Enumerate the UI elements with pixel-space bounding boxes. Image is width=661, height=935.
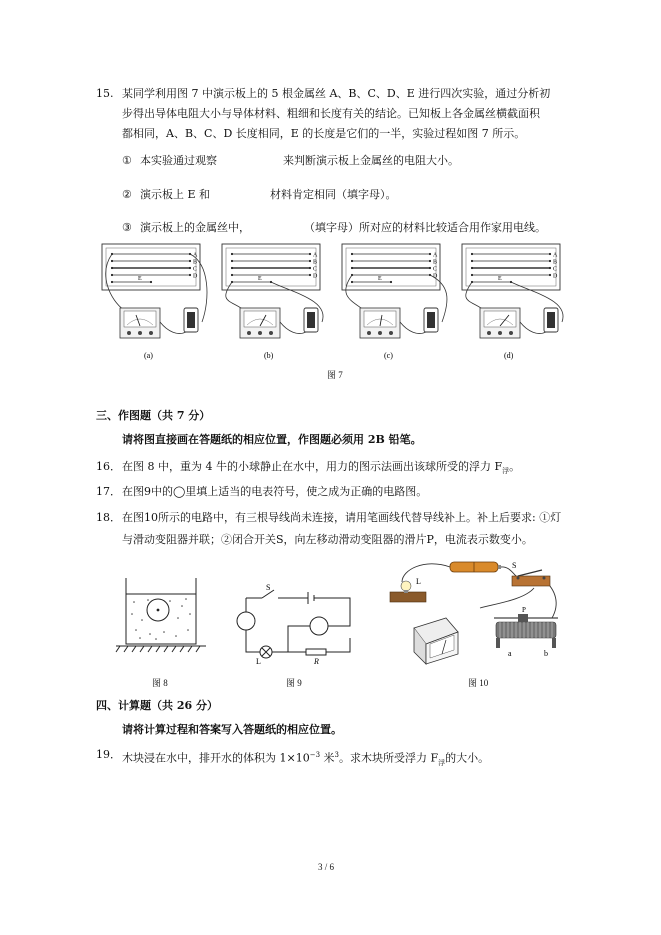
q18-line-1: 在图10所示的电路中，有三根导线尚未连接，请用笔画线代替导线补上。补上后要求: ①灯 (122, 511, 562, 524)
q15-line-3: 都相同，A、B、C、D 长度相同，E 的长度是它们的一半，实验过程如图 7 所示。 (122, 127, 526, 140)
section-3-instruction: 请将图直接画在答题纸的相应位置，作图题必须用 2B 铅笔。 (122, 433, 422, 446)
figure-10 (384, 556, 570, 668)
figure-7-panel-1 (102, 244, 207, 360)
figure-7-wire-label: D (433, 273, 438, 280)
section-4-instruction: 请将计算过程和答案写入答题纸的相应位置。 (122, 723, 342, 736)
figure-7-wire-label: B (193, 259, 198, 266)
figure-7-caption: 图 7 (327, 370, 343, 380)
figure-7-wire-label: C (193, 266, 198, 273)
q15-line-2: 步得出导体电阻大小与导体材料、粗细和长度有关的结论。已知板上各金属丝横截面积 (122, 107, 540, 120)
figure-8-caption: 图 8 (152, 678, 168, 688)
figure-7-panel-caption: (d) (504, 351, 514, 360)
q15-sub2-marker: ② (122, 188, 132, 201)
q15-sub2-text-a: 演示板上 E 和 (140, 188, 211, 201)
figure-10-label-a: a (508, 649, 512, 658)
figure-9 (228, 580, 358, 666)
figure-7-wire-label: E (498, 276, 502, 282)
figure-9-label-s: S (266, 583, 271, 592)
q16-text: 在图 8 中，重为 4 牛的小球静止在水中，用力的图示法画出该球所受的浮力 $F_浮$。 (122, 460, 521, 476)
figure-7-wire-label: A (193, 252, 198, 259)
q15-sub3-marker: ③ (122, 221, 132, 234)
figure-7-panel-caption: (c) (384, 351, 393, 360)
q16-number: 16． (96, 460, 121, 473)
figure-7-wire-label: A (433, 252, 438, 259)
figure-7-wire-label: A (313, 252, 318, 259)
q15-number: 15. (96, 87, 114, 100)
figure-10-label-l: L (416, 577, 421, 586)
figure-8-drawing (114, 574, 208, 654)
figure-9-label-r: R (314, 657, 319, 666)
figure-7-panel-3 (342, 244, 447, 360)
q15-sub1-marker: ① (122, 154, 132, 167)
figure-10-label-s: S (512, 561, 517, 570)
rheostat (494, 614, 558, 648)
figure-7-panel-2 (222, 244, 323, 360)
q15-sub1-text-b: 来判断演示板上金属丝的电阻大小。 (283, 154, 459, 167)
figure-9-drawing (228, 580, 358, 666)
q18-number: 18． (96, 511, 121, 524)
figure-7-wire-label: C (313, 266, 318, 273)
figure-9-label-l: L (256, 657, 261, 666)
figure-7-wire-label: D (313, 273, 318, 280)
figure-7-panel-caption: (a) (144, 351, 153, 360)
switch (512, 570, 550, 586)
figure-10-label-p: P (522, 606, 526, 614)
figure-7-wire-label: D (553, 273, 558, 280)
figure-10-drawing (384, 556, 570, 668)
figure-7-wire-label: B (313, 259, 318, 266)
figure-7-panel-4 (462, 244, 563, 360)
figure-7-drawing (96, 240, 576, 380)
figure-7-wire-label: E (258, 276, 262, 282)
figure-7-panel-caption: (b) (264, 351, 274, 360)
q19-text: 木块浸在水中，排开水的体积为 $1\times 10^{-3}$ 米$^3$。求木块所受浮力 $F_浮$的大小。 (122, 751, 490, 767)
ammeter (414, 618, 458, 664)
q19-number: 19． (96, 748, 121, 761)
figure-9-meter-circle-left (237, 612, 255, 630)
page-number: 3 / 6 (318, 862, 335, 872)
q15-sub3-text-a: 演示板上的金属丝中， (140, 221, 250, 234)
figure-7-wire-label: D (193, 273, 198, 280)
q15-sub3-text-b: （填字母）所对应的材料比较适合用作家用电线。 (304, 221, 546, 234)
figure-7-wire-label: E (138, 276, 142, 282)
section-4-heading: 四、计算题（共 26 分） (96, 699, 218, 712)
battery-pack (450, 562, 501, 572)
figure-9-caption: 图 9 (286, 678, 302, 688)
q17-text: 在图9中的◯里填上适当的电表符号，使之成为正确的电路图。 (122, 485, 428, 498)
figure-7-wire-label: B (553, 259, 558, 266)
figure-8 (114, 574, 208, 654)
figure-9-meter-circle-right (310, 617, 328, 635)
q17-number: 17． (96, 485, 121, 498)
figure-10-label-b: b (544, 649, 548, 658)
q15-sub1-text-a: 本实验通过观察 (140, 154, 217, 167)
figure-7 (96, 240, 576, 380)
figure-10-caption: 图 10 (468, 678, 489, 688)
figure-7-wire-label: C (553, 266, 558, 273)
figure-7-wire-label: B (433, 259, 438, 266)
section-3-heading: 三、作图题（共 7 分） (96, 409, 211, 422)
figure-7-wire-label: A (553, 252, 558, 259)
q18-line-2: 与滑动变阻器并联；②闭合开关S，向左移动滑动变阻器的滑片P，电流表示数变小。 (122, 533, 533, 546)
q15-sub2-text-b: 材料肯定相同（填字母）。 (270, 188, 397, 201)
figure-7-wire-label: C (433, 266, 438, 273)
figure-7-wire-label: E (378, 276, 382, 282)
q15-line-1: 某同学利用图 7 中演示板上的 5 根金属丝 A、B、C、D、E 进行四次实验，通过分析初 (122, 87, 551, 100)
